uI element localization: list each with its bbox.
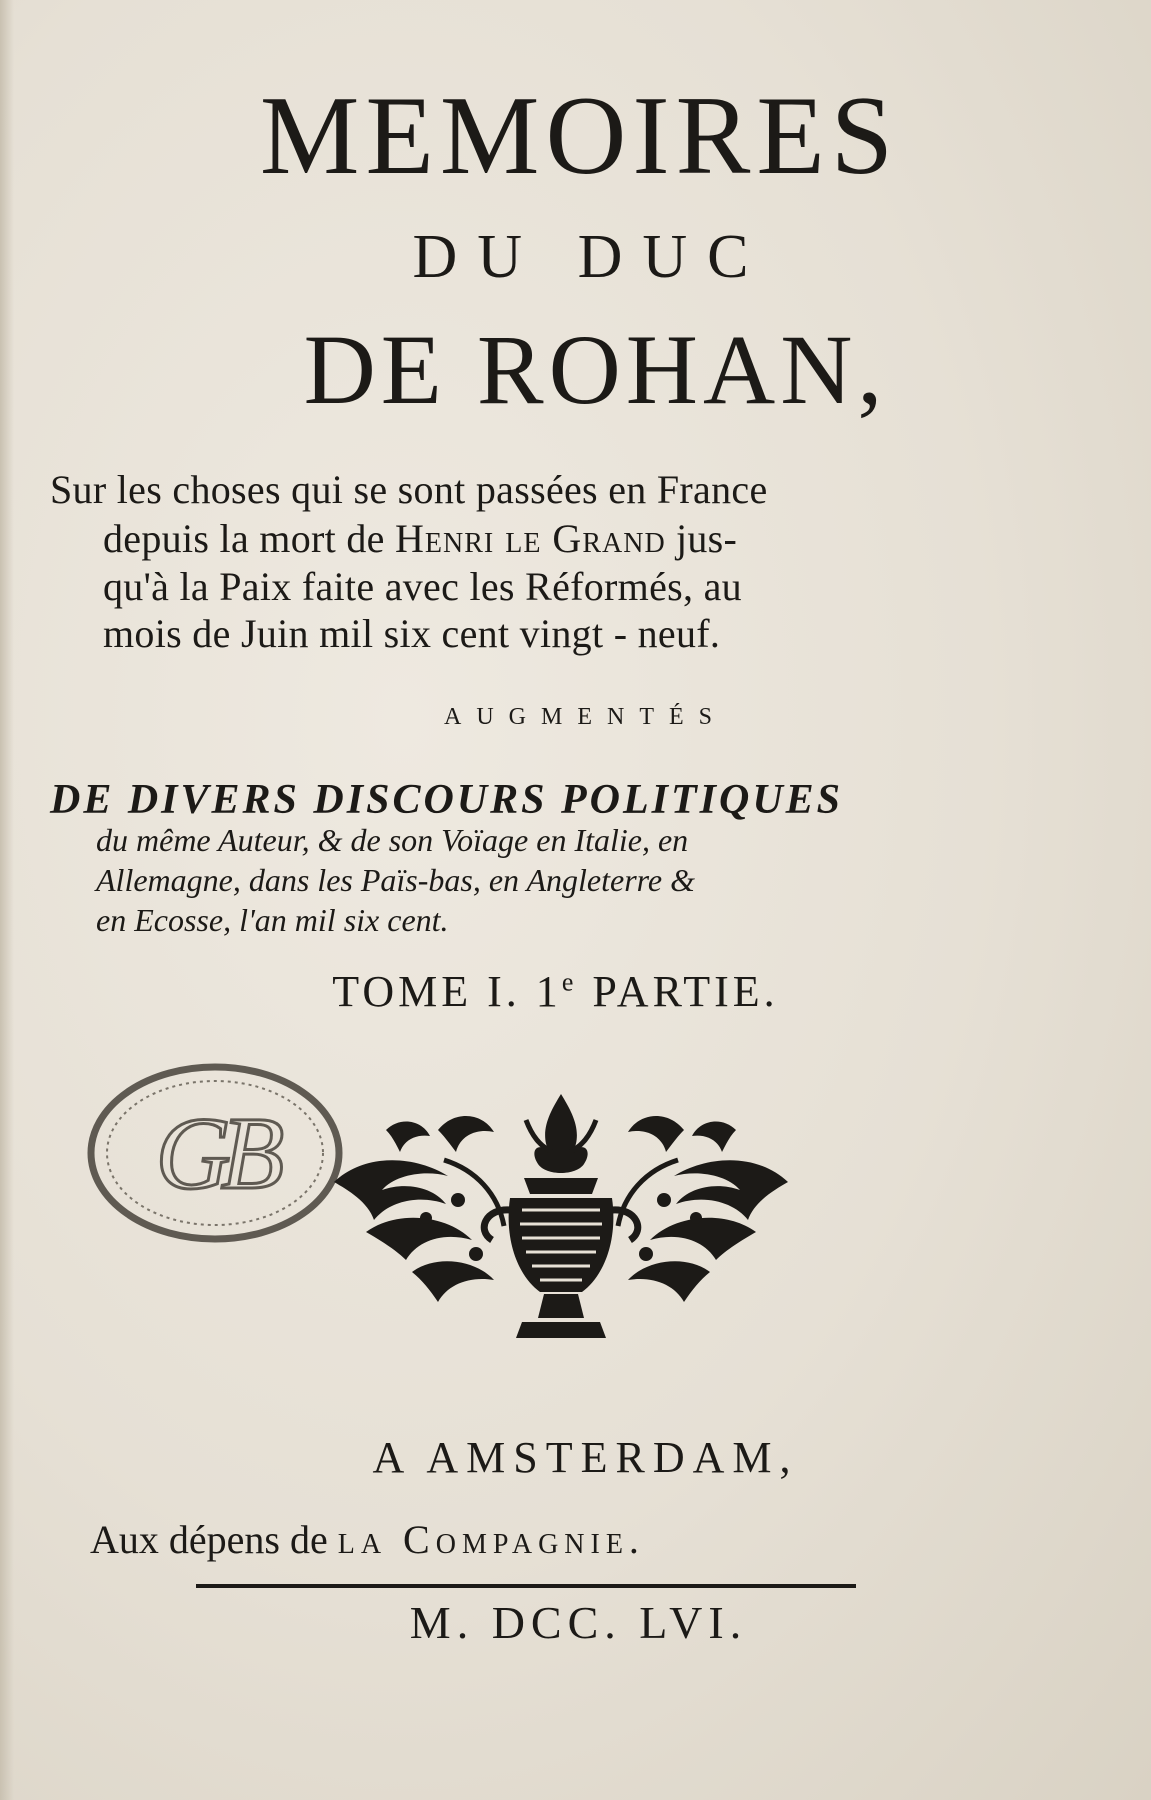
imprint-publisher-prefix: Aux dépens de	[90, 1517, 338, 1562]
volume-label-superscript: e	[561, 967, 578, 997]
imprint-publisher-name: la Compagnie.	[337, 1517, 645, 1562]
imprint-year: M. DCC. LVI.	[409, 1597, 748, 1648]
subtitle-line-2	[103, 515, 737, 562]
additions-line-4: en Ecosse, l'an mil six cent.	[96, 902, 449, 938]
ornament-flame	[526, 1094, 596, 1173]
imprint-publisher	[90, 1516, 645, 1563]
ornament-left-foliage	[334, 1116, 504, 1302]
subtitle-king-name: Henri le Grand	[395, 516, 666, 561]
volume-label-main: TOME I. 1	[332, 967, 562, 1016]
vase-ornament	[326, 1090, 796, 1350]
title-line-2: DU DUC	[412, 223, 769, 291]
title-line-1: MEMOIRES	[259, 74, 900, 198]
volume-label	[0, 966, 1151, 1017]
volume-label-part: PARTIE.	[577, 967, 779, 1016]
subtitle-line-4: mois de Juin mil six cent vingt - neuf.	[103, 611, 721, 656]
augmentes-heading: AUGMENTÉS	[444, 704, 727, 730]
ornament-right-foliage	[618, 1116, 788, 1302]
additions-line-3: Allemagne, dans les Païs-bas, en Angleterre &	[96, 862, 696, 898]
stamp-monogram: GB	[155, 1096, 275, 1211]
ornament-urn	[484, 1178, 638, 1338]
subtitle-line-3: qu'à la Paix faite avec les Réformés, au	[103, 564, 742, 609]
additions-line-1: DE DIVERS DISCOURS POLITIQUES	[50, 777, 844, 823]
additions-line-2: du même Auteur, & de son Voïage en Italie, en	[96, 822, 689, 858]
imprint-place: A AMSTERDAM,	[372, 1433, 799, 1482]
title-line-3: DE ROHAN,	[303, 314, 888, 425]
subtitle-line-2-text-b: jus-	[665, 516, 738, 561]
library-stamp	[84, 1060, 346, 1246]
subtitle-line-2-text-a: depuis la mort de	[103, 516, 396, 561]
subtitle-line-1: Sur les choses qui se sont passées en France	[50, 467, 768, 512]
imprint-rule	[196, 1584, 856, 1588]
